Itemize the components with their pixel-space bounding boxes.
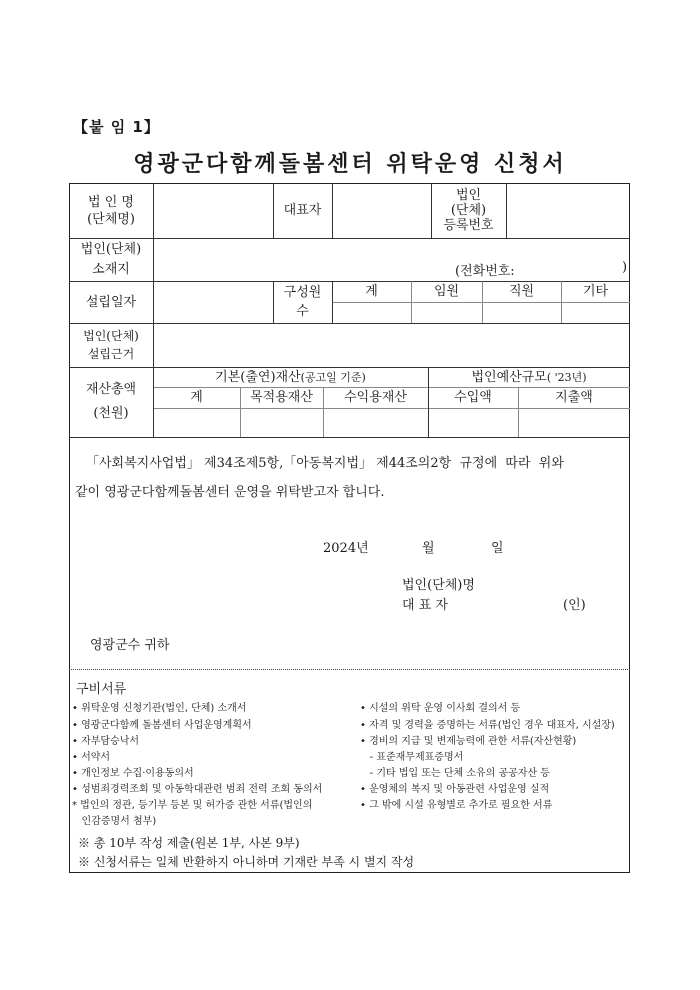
date-day: 일 <box>491 541 504 556</box>
budget-header-text: 법인예산규모 <box>471 369 547 385</box>
seal-label: (인) <box>563 598 586 613</box>
required-doc-item: • 자격 및 경력을 증명하는 서류(법인 경우 대표자, 시설장) <box>360 720 615 731</box>
required-doc-item: 인감증명서 첨부) <box>72 816 157 827</box>
reg-no-label-line1: 법인 <box>455 188 482 203</box>
corp-name-label-line2: (단체명) <box>87 211 135 227</box>
basis-label-line2: 설립근거 <box>87 347 135 361</box>
date-month: 월 <box>422 541 435 556</box>
assets-purpose-field[interactable] <box>241 409 322 436</box>
basic-assets-header <box>153 367 428 387</box>
members-label-line1: 구성원 <box>283 285 322 300</box>
members-header-other: 기타 <box>582 284 609 299</box>
budget-header-expense: 지출액 <box>555 390 593 405</box>
members-total-field[interactable] <box>333 303 410 322</box>
members-staff-field[interactable] <box>483 303 560 322</box>
corp-name-field[interactable] <box>154 184 272 237</box>
basic-assets-header-text: 기본(출연)재산 <box>215 369 301 385</box>
assets-header-purpose: 목적용재산 <box>250 390 313 405</box>
representative-field[interactable] <box>333 184 430 237</box>
required-doc-item: • 시설의 위탁 운영 이사회 결의서 등 <box>360 703 521 714</box>
required-doc-item: • 운영체의 복지 및 아동관련 사업운영 실적 <box>360 784 550 795</box>
declaration-line2: 같이 영광군다함께돌봄센터 운영을 위탁받고자 합니다. <box>75 485 385 500</box>
members-label <box>273 281 332 323</box>
budget-expense-field[interactable] <box>519 409 629 436</box>
phone-label: (전화번호: <box>455 264 515 279</box>
established-field[interactable] <box>154 282 272 322</box>
reg-no-label <box>431 183 506 238</box>
assets-label <box>69 367 153 437</box>
required-doc-item: • 경비의 지급 및 변제능력에 관한 서류(자산현황) <box>360 736 577 747</box>
basis-label <box>69 323 153 367</box>
attachment-label: 【붙 임 1】 <box>73 118 160 136</box>
required-doc-item: • 개인정보 수집·이용동의서 <box>72 768 194 779</box>
corp-name-label <box>69 183 153 238</box>
phone-close: ) <box>622 260 628 275</box>
assets-header-revenue: 수익용재산 <box>344 390 407 405</box>
required-doc-item: - 기타 법입 또는 단체 소유의 공공자산 등 <box>360 768 550 779</box>
required-doc-item: • 영광군다함께 돌봄센터 사업운영계획서 <box>72 720 252 731</box>
signer-rep-label: 대 표 자 <box>402 598 448 613</box>
budget-header <box>428 367 630 387</box>
dotted-divider <box>69 669 630 670</box>
location-field[interactable] <box>154 239 629 280</box>
required-doc-item: - 표준재무제표증명서 <box>360 752 464 763</box>
budget-note: ( '23년) <box>546 370 587 384</box>
basis-label-line1: 법인(단체) <box>83 329 139 343</box>
established-label: 설립일자 <box>85 294 137 310</box>
signer-org-label: 법인(단체)명 <box>402 578 475 593</box>
basis-field[interactable] <box>154 324 629 366</box>
page-title: 영광군다함께돌봄센터 위탁운영 신청서 <box>133 152 567 177</box>
required-docs-heading: 구비서류 <box>76 682 127 697</box>
date-year: 2024년 <box>323 541 369 556</box>
members-header-executives: 임원 <box>433 284 460 299</box>
reg-no-field[interactable] <box>507 184 629 237</box>
assets-label-line2: (천원) <box>93 406 129 421</box>
members-other-field[interactable] <box>562 303 629 322</box>
required-doc-item: • 그 밖에 시설 유형별로 추가로 필요한 서류 <box>360 800 553 811</box>
representative-label: 대표자 <box>283 203 322 218</box>
location-label-line1: 법인(단체) <box>80 241 142 257</box>
assets-label-line1: 재산총액 <box>85 382 137 397</box>
members-label-line2: 수 <box>296 304 309 319</box>
recipient: 영광군수 귀하 <box>90 638 170 653</box>
location-label-line2: 소재지 <box>92 261 130 277</box>
row-divider <box>69 437 630 438</box>
reg-no-label-line3: 등록번호 <box>443 218 494 233</box>
members-header-staff: 직원 <box>508 284 535 299</box>
required-doc-item: * 법인의 정관, 등기부 등본 및 허가증 관한 서류(법인의 <box>72 800 313 811</box>
assets-revenue-field[interactable] <box>324 409 427 436</box>
declaration-line1: 「사회복지사업법」 제34조제5항,「아동복지법」 제44조의2항 규정에 따라 위와 <box>86 456 564 471</box>
reg-no-label-line2: (단체) <box>450 203 487 218</box>
required-doc-item: • 서약서 <box>72 752 111 763</box>
location-label <box>69 238 153 281</box>
budget-income-field[interactable] <box>429 409 517 436</box>
required-doc-item: • 자부담승낙서 <box>72 736 140 747</box>
required-doc-item: • 성범죄경력조회 및 아동학대관련 범죄 전력 조회 동의서 <box>72 784 323 795</box>
members-header-total: 계 <box>365 284 378 299</box>
assets-total-field[interactable] <box>154 409 239 436</box>
note-copies: ※ 총 10부 작성 제출(원본 1부, 사본 9부) <box>78 836 300 850</box>
basic-assets-note: (공고일 기준) <box>300 370 366 384</box>
budget-header-income: 수입액 <box>454 390 492 405</box>
members-executives-field[interactable] <box>412 303 481 322</box>
assets-header-total: 계 <box>190 390 203 405</box>
required-doc-item: • 위탁운영 신청기관(법인, 단체) 소개서 <box>72 703 247 714</box>
corp-name-label-line1: 법 인 명 <box>88 194 134 210</box>
note-return-policy: ※ 신청서류는 일체 반환하지 아니하며 기재란 부족 시 별지 작성 <box>78 855 415 869</box>
